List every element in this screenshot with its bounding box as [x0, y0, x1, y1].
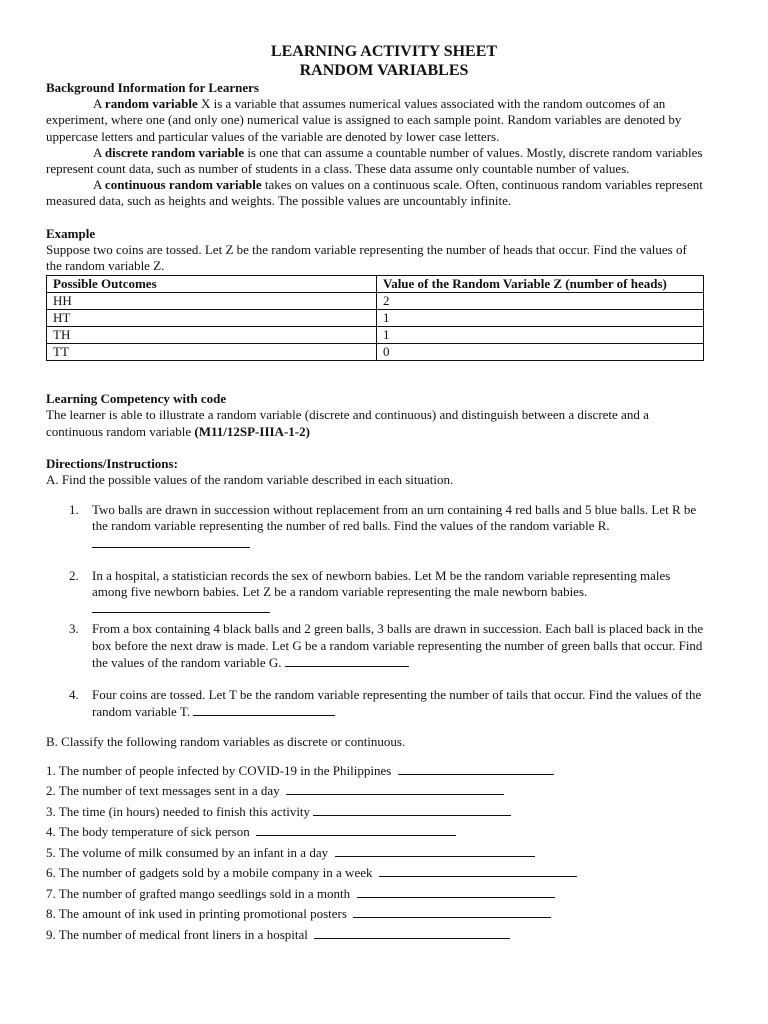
list-item: 1. The number of people infected by COVID-19 in the Philippines [46, 761, 704, 782]
list-item: 2. In a hospital, a statistician records the sex of newborn babies. Let M be the random variable representing males among five newborn babies. Let Z be a random variable representing the male newborn babies. [46, 568, 704, 618]
answer-blank[interactable] [398, 762, 554, 775]
value-cell: 0 [377, 344, 704, 361]
table-row [47, 293, 704, 310]
answer-blank[interactable] [92, 600, 270, 613]
answer-blank[interactable] [92, 535, 250, 548]
table-row [47, 344, 704, 361]
table-row [47, 310, 704, 327]
competency-text: The learner is able to illustrate a random variable (discrete and continuous) and distinguish between a discrete and a continuous random variable (M11/12SP-IIIA-1-2) [46, 407, 649, 439]
value-cell: 1 [377, 310, 704, 327]
list-item: 6. The number of gadgets sold by a mobile company in a week [46, 863, 704, 884]
list-item: 5. The volume of milk consumed by an infant in a day [46, 843, 704, 864]
value-cell: 2 [377, 293, 704, 310]
list-item: 3. From a box containing 4 black balls and 2 green balls, 3 balls are drawn in succession. Each ball is placed back in the box before the next draw is made. Let G be a random variable representing the number of green balls that occur. Find the values of the random variable G. [69, 621, 704, 670]
competency-code: (M11/12SP-IIIA-1-2) [194, 423, 310, 439]
outcome-cell: TH [47, 327, 377, 344]
list-item: 8. The amount of ink used in printing promotional posters [46, 904, 704, 925]
directions-heading: Directions/Instructions: [46, 455, 178, 471]
title-line-2: RANDOM VARIABLES [299, 62, 469, 79]
part-a-list [46, 502, 704, 720]
outcome-cell: HH [47, 293, 377, 310]
example-text: Suppose two coins are tossed. Let Z be the random variable representing the number of heads that occur. Find the values of the random variable Z. [46, 241, 687, 274]
background-paragraph-1: A random variable X is a variable that assumes numerical values associated with the random outcomes of an experiment, where one (and only one) numerical value is assigned to each sample point. Random variables are denoted by uppercase letters and particular values of the variable are denoted by lower case letters. [46, 96, 682, 144]
answer-blank[interactable] [193, 703, 335, 716]
part-b-intro: B. Classify the following random variables as discrete or continuous. [46, 734, 406, 750]
background-heading: Background Information for Learners [46, 80, 259, 95]
answer-blank[interactable] [335, 844, 535, 857]
title-line-1: LEARNING ACTIVITY SHEET [270, 43, 498, 60]
list-item: 9. The number of medical front liners in a hospital [46, 925, 704, 946]
list-item: 2. The number of text messages sent in a day [46, 781, 704, 802]
answer-blank[interactable] [353, 905, 551, 918]
list-item: 4. Four coins are tossed. Let T be the random variable representing the number of tails that occur. Find the values of the random variable T. [69, 687, 702, 720]
answer-blank[interactable] [379, 864, 577, 877]
answer-blank[interactable] [256, 823, 456, 836]
list-item: 4. The body temperature of sick person [46, 822, 704, 843]
background-paragraph-2: A discrete random variable is one that can assume a countable number of values. Mostly, discrete random variables represent count data, such as number of students in a class. These data assume only countable number of values. [46, 144, 703, 177]
answer-blank[interactable] [285, 654, 409, 667]
col-header-value: Value of the Random Variable Z (number of heads) [377, 276, 704, 293]
outcome-cell: HT [47, 310, 377, 327]
outcomes-table [46, 275, 704, 361]
part-a-intro: A. Find the possible values of the random variable described in each situation. [46, 472, 454, 488]
competency-heading: Learning Competency with code [46, 391, 227, 407]
activity-sheet-page [46, 42, 704, 945]
list-item: 7. The number of grafted mango seedlings sold in a month [46, 884, 704, 905]
answer-blank[interactable] [313, 803, 511, 816]
value-cell: 1 [377, 327, 704, 344]
list-item: 3. The time (in hours) needed to finish this activity [46, 802, 704, 823]
list-item: 1. Two balls are drawn in succession without replacement from an urn containing 4 red balls and 5 blue balls. Let R be the random variable representing the number of red balls. Find the values of the random variable R. [46, 502, 704, 552]
answer-blank[interactable] [286, 782, 504, 795]
answer-blank[interactable] [314, 926, 510, 939]
table-row [47, 327, 704, 344]
outcome-cell: TT [47, 344, 377, 361]
answer-blank[interactable] [357, 885, 555, 898]
col-header-outcomes: Possible Outcomes [47, 276, 377, 293]
background-paragraph-3: A continuous random variable takes on values on a continuous scale. Often, continuous random variables represent measured data, such as heights and weights. The possible values are uncountably infinite. [46, 177, 703, 209]
example-heading: Example [46, 225, 96, 241]
table-header-row [47, 276, 704, 293]
